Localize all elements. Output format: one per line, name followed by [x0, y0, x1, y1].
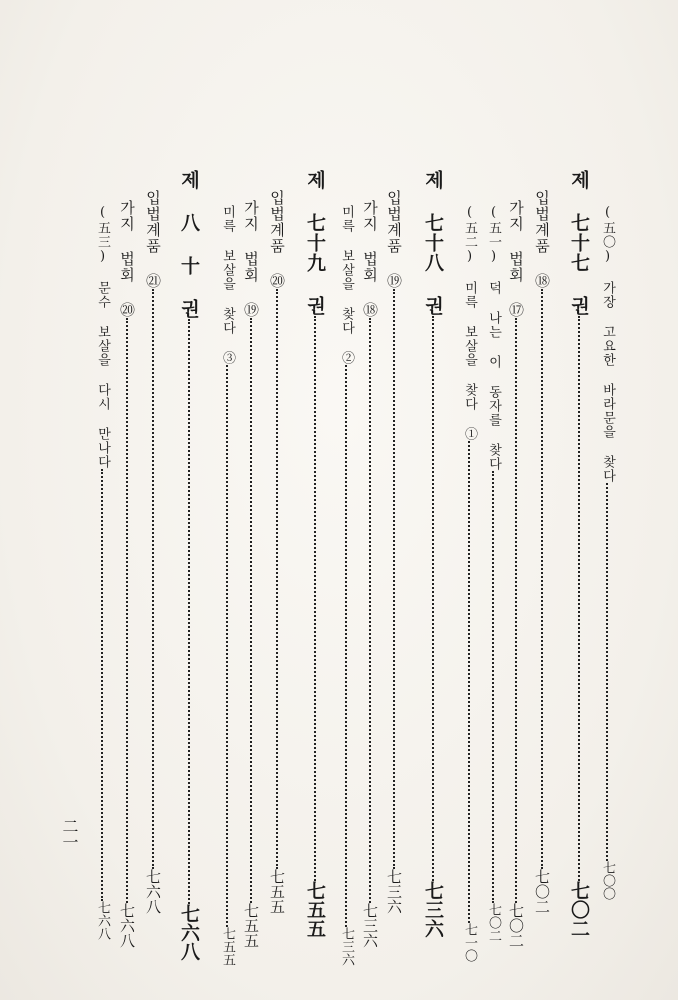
entry-title: (五一) 덕 나는 이 동자를 찾다	[486, 205, 501, 471]
dot-leader	[152, 289, 154, 869]
dot-leader	[101, 469, 103, 901]
toc-entry	[302, 170, 329, 945]
entry-page: 七五五	[242, 903, 260, 948]
dot-leader	[126, 318, 128, 903]
toc-entry	[117, 200, 138, 948]
dot-leader	[432, 316, 434, 881]
entry-title: 입법계품 ⑳	[268, 190, 286, 289]
entry-page: 七五五	[304, 881, 326, 938]
entry-title: (五二) 미륵 보살을 찾다 ①	[462, 205, 477, 441]
dot-leader	[226, 365, 228, 927]
entry-page: 七〇〇	[600, 861, 615, 900]
page-number: 二一	[60, 818, 79, 850]
toc-entry	[420, 170, 447, 945]
toc-entry	[460, 205, 479, 962]
entry-page: 七三六	[422, 881, 444, 938]
dot-leader	[250, 318, 252, 903]
toc-entry	[93, 205, 112, 945]
entry-title: 가지 법회 ⑱	[361, 200, 379, 318]
dot-leader	[606, 483, 608, 861]
entry-title: 입법계품 ⑱	[533, 190, 551, 289]
dot-leader	[314, 316, 316, 881]
entry-page: 七一〇	[462, 923, 477, 962]
entry-title: 가지 법회 ⑰	[507, 200, 525, 318]
toc-entry	[506, 200, 527, 948]
entry-title: 미륵 보살을 찾다 ③	[220, 205, 235, 365]
entry-page: 七六八	[144, 869, 162, 914]
toc-entry	[337, 205, 356, 966]
entry-page: 七六八	[178, 904, 200, 961]
toc-entry	[532, 190, 553, 945]
entry-page: 七〇二	[486, 903, 501, 942]
dot-leader	[468, 441, 470, 923]
toc-entry	[484, 205, 503, 945]
entry-page: 七六八	[118, 903, 136, 948]
entry-page: 七三六	[339, 927, 354, 966]
entry-title: 제 八 十 권	[178, 170, 200, 319]
dot-leader	[345, 365, 347, 927]
entry-title: (五〇) 가장 고요한 바라문을 찾다	[600, 205, 615, 483]
entry-page: 七五五	[220, 927, 235, 966]
toc-entry	[176, 170, 203, 961]
toc-entry	[143, 190, 164, 945]
toc-entry	[598, 205, 617, 945]
entry-page: 七〇二	[533, 869, 551, 914]
toc-entry	[267, 190, 288, 945]
dot-leader	[393, 289, 395, 869]
dot-leader	[369, 318, 371, 903]
toc-entry	[384, 190, 405, 945]
entry-title: 제 七十七 권	[568, 170, 590, 316]
entry-page: 七三六	[361, 903, 379, 948]
entry-page: 七六八	[95, 901, 110, 940]
dot-leader	[541, 289, 543, 869]
entry-title: 제 七十九 권	[304, 170, 326, 316]
dot-leader	[188, 319, 190, 904]
entry-title: 입법계품 ㉑	[144, 190, 162, 289]
entry-page: 七三六	[385, 869, 403, 914]
entry-page: 七五五	[268, 869, 286, 914]
toc-entry	[360, 200, 381, 948]
entry-title: (五三) 문수 보살을 다시 만나다	[95, 205, 110, 469]
entry-title: 미륵 보살을 찾다 ②	[339, 205, 354, 365]
toc-entry	[566, 170, 593, 945]
entry-page: 七〇二	[507, 903, 525, 948]
entry-title: 제 七十八 권	[422, 170, 444, 316]
entry-page: 七〇二	[568, 881, 590, 938]
dot-leader	[578, 316, 580, 881]
toc-entry	[241, 200, 262, 948]
dot-leader	[515, 318, 517, 903]
entry-title: 입법계품 ⑲	[385, 190, 403, 289]
dot-leader	[276, 289, 278, 869]
entry-title: 가지 법회 ⑳	[118, 200, 136, 318]
entry-title: 가지 법회 ⑲	[242, 200, 260, 318]
dot-leader	[492, 471, 494, 903]
toc-entry	[218, 205, 237, 966]
